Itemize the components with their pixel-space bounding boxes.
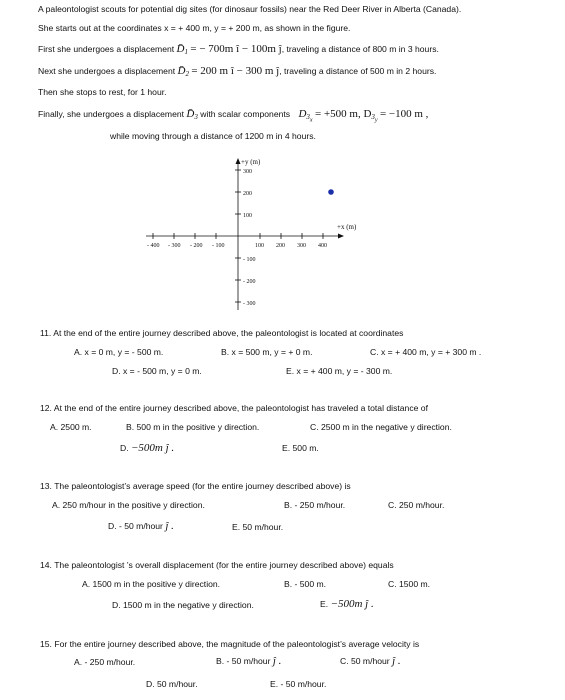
intro-line-4 (38, 65, 436, 77)
intro-line-4-post: , traveling a distance of 500 m in 2 hours. (279, 66, 437, 76)
question-15 (40, 639, 419, 649)
intro-line-4-pre: Next she undergoes a displacement (38, 66, 176, 76)
q15-option-d[interactable]: D. 50 m/hour. (146, 679, 198, 689)
q13-option-d-label: D. - 50 m/hour (108, 521, 163, 531)
q15-option-b[interactable] (216, 655, 281, 667)
question-14-text: The paleontologist ’s overall displacement (for the entire journey described above) equals (54, 560, 394, 570)
q15-option-a[interactable]: A. - 250 m/hour. (74, 657, 136, 667)
vector-d1-equation: = − 700m î − 100m ĵ (190, 43, 282, 55)
intro-line-6-pre: Finally, she undergoes a displacement (38, 109, 185, 119)
q13-option-d-math: ĵ . (165, 520, 174, 532)
start-point (328, 189, 334, 195)
y-axis-arrow (236, 158, 241, 164)
x-tick-neg-300: - 300 (168, 243, 181, 249)
q12-option-a[interactable]: A. 2500 m. (50, 422, 92, 432)
q11-option-a[interactable]: A. x = 0 m, y = - 500 m. (74, 347, 164, 357)
q14-option-e[interactable] (320, 598, 374, 610)
q11-option-b[interactable]: B. x = 500 m, y = + 0 m. (221, 347, 313, 357)
q14-option-c[interactable]: C. 1500 m. (388, 579, 431, 589)
q12-option-d[interactable] (120, 442, 174, 454)
q15-option-c-label: C. 50 m/hour (340, 656, 390, 666)
x-axis-label: +x (m) (337, 223, 357, 231)
d3x-symbol: $D3_x$ (298, 108, 313, 124)
q13-option-c[interactable]: C. 250 m/hour. (388, 500, 445, 510)
intro-line-2: She starts out at the coordinates x = + 400 m, y = + 200 m, as shown in the figure. (38, 23, 351, 33)
q11-option-c[interactable]: C. x = + 400 m, y = + 300 m . (370, 347, 482, 357)
q13-option-a[interactable]: A. 250 m/hour in the positive y direction. (52, 500, 205, 510)
x-tick-100: 100 (255, 243, 264, 249)
intro-line-1: A paleontologist scouts for potential dig sites (for dinosaur fossils) near the Red Deer River in Alberta (Canada). (38, 4, 462, 14)
q15-option-c[interactable] (340, 655, 401, 667)
x-axis-arrow (338, 234, 344, 239)
x-tick-neg-100: - 100 (212, 243, 225, 249)
x-tick-400: 400 (318, 243, 327, 249)
q15-option-e[interactable]: E. - 50 m/hour. (270, 679, 327, 689)
vector-d2-equation: = 200 m î − 300 m ĵ (191, 65, 280, 77)
intro-line-3-post: , traveling a distance of 800 m in 3 hours. (281, 44, 439, 54)
q14-option-a[interactable]: A. 1500 m in the positive y direction. (82, 579, 221, 589)
question-15-text: For the entire journey described above, the magnitude of the paleontologist’s average velocity is (54, 639, 420, 649)
d3y-subscript: 3y (371, 113, 378, 124)
q14-option-d[interactable]: D. 1500 m in the negative y direction. (112, 600, 254, 610)
q13-option-b[interactable]: B. - 250 m/hour. (284, 500, 346, 510)
q15-option-b-math: ĵ . (272, 655, 282, 667)
q12-option-d-math: −500m ĵ . (130, 442, 175, 454)
question-11-text: At the end of the entire journey described above, the paleontologist is located at coordinates (53, 328, 404, 338)
q11-option-d[interactable]: D. x = - 500 m, y = 0 m. (112, 366, 202, 376)
intro-line-6 (38, 108, 429, 124)
question-15-number: 15. (40, 639, 52, 649)
question-14 (40, 560, 394, 570)
x-tick-300: 300 (297, 243, 306, 249)
coordinate-figure (140, 150, 370, 315)
q13-option-e[interactable]: E. 50 m/hour. (232, 522, 284, 532)
q12-option-c[interactable]: C. 2500 m in the negative y direction. (310, 422, 452, 432)
q12-option-b[interactable]: B. 500 m in the positive y direction. (126, 422, 260, 432)
q11-option-e[interactable]: E. x = + 400 m, y = - 300 m. (286, 366, 393, 376)
question-14-number: 14. (40, 560, 52, 570)
question-11 (40, 328, 403, 338)
intro-line-5: Then she stops to rest, for 1 hour. (38, 87, 167, 97)
q15-option-c-math: ĵ . (392, 655, 401, 667)
y-tick-100: 100 (243, 213, 252, 219)
vector-d1-symbol: D̄1 (176, 43, 188, 56)
d3-equation-2: = −100 m , (379, 108, 429, 120)
intro-line-6-mid: with scalar components (200, 109, 291, 119)
x-tick-neg-200: - 200 (190, 243, 203, 249)
question-13-text: The paleontologist’s average speed (for the entire journey described above) is (54, 481, 351, 491)
question-12-number: 12. (40, 403, 52, 413)
x-tick-200: 200 (276, 243, 285, 249)
q14-option-b[interactable]: B. - 500 m. (284, 579, 327, 589)
q12-option-e[interactable]: E. 500 m. (282, 443, 319, 453)
y-axis-label: +y (m) (241, 158, 261, 166)
x-tick-neg-400: - 400 (147, 243, 160, 249)
y-tick-200: 200 (243, 191, 252, 197)
question-13-number: 13. (40, 481, 52, 491)
y-tick-neg-100: - 100 (243, 257, 256, 263)
y-tick-300: 300 (243, 169, 252, 175)
q12-option-d-label: D. (120, 443, 129, 453)
question-13 (40, 481, 351, 491)
y-tick-neg-200: - 200 (243, 279, 256, 285)
d3-equation: = +500 m, D (314, 108, 372, 120)
q15-option-b-label: B. - 50 m/hour (216, 656, 271, 666)
question-12 (40, 403, 428, 413)
intro-line-3 (38, 43, 439, 55)
q14-option-e-label: E. (320, 599, 329, 609)
y-tick-neg-300: - 300 (243, 301, 256, 307)
intro-line-7: while moving through a distance of 1200 m in 4 hours. (110, 131, 316, 141)
q13-option-d[interactable] (108, 520, 174, 532)
intro-line-3-pre: First she undergoes a displacement (38, 44, 175, 54)
vector-d3-symbol: D̄3 (186, 108, 198, 121)
question-12-text: At the end of the entire journey described above, the paleontologist has traveled a total distance of (53, 403, 428, 413)
question-11-number: 11. (40, 328, 52, 338)
q14-option-e-math: −500m ĵ . (330, 598, 374, 610)
vector-d2-symbol: D̄2 (177, 65, 189, 78)
